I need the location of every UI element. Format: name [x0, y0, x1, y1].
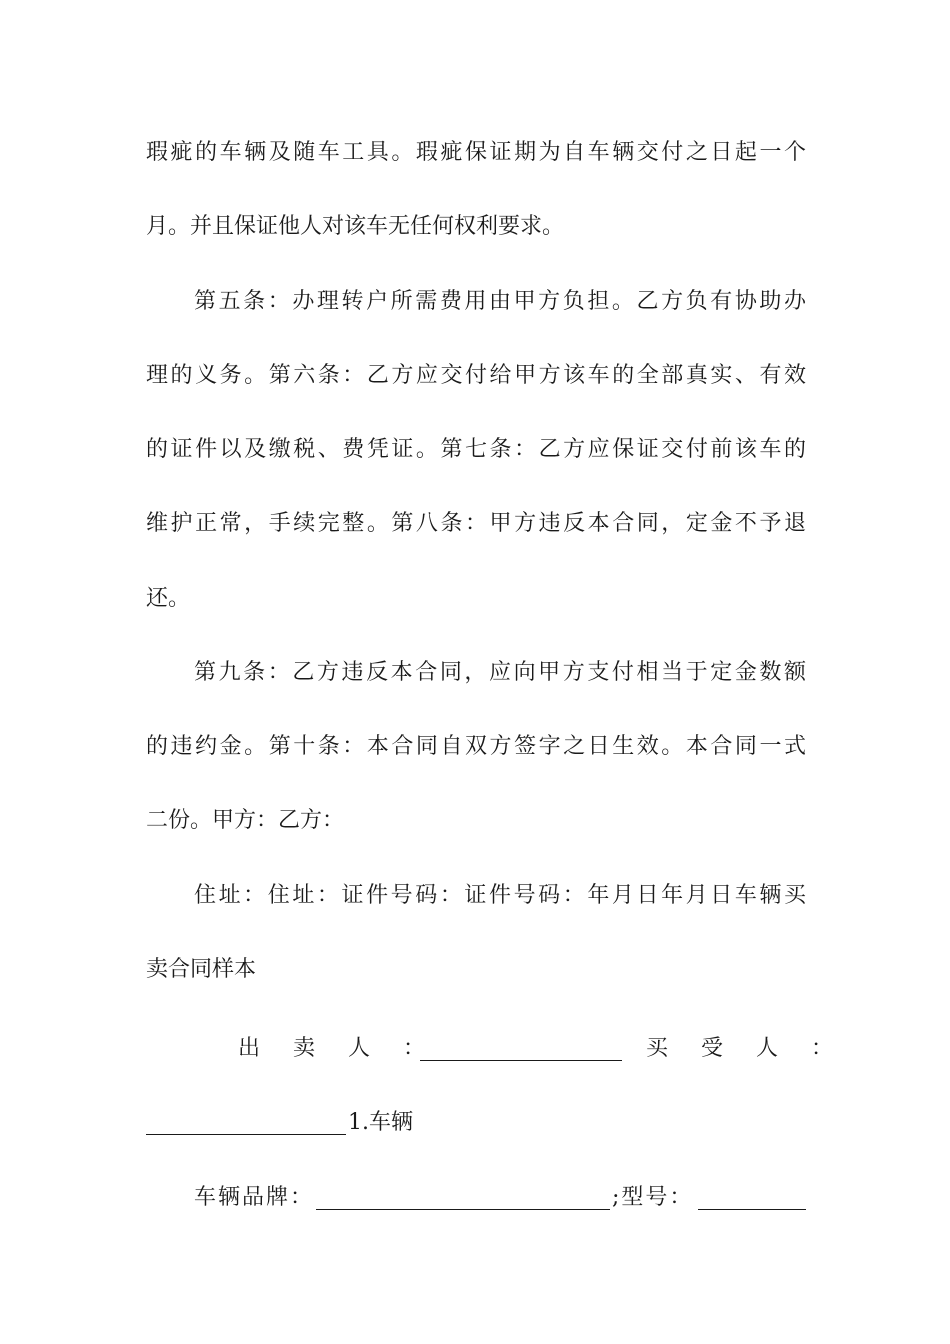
paragraph-line: 住址：住址：证件号码：证件号码：年月日年月日车辆买	[194, 883, 806, 908]
paragraph-line: 的证件以及缴税、费凭证。第七条：乙方应保证交付前该车的	[146, 437, 806, 462]
paragraph-line: 还。	[146, 586, 191, 611]
buyer-vehicle-row	[0, 1108, 950, 1138]
seller-label: 出 卖 人 ：	[238, 1036, 438, 1061]
buyer-name-blank[interactable]	[146, 1112, 346, 1135]
seller-buyer-row	[0, 1034, 950, 1064]
paragraph-line: 卖合同样本	[146, 957, 257, 982]
paragraph-line: 二份。甲方：乙方：	[146, 808, 345, 833]
section-vehicle-heading: 1.车辆	[348, 1110, 413, 1135]
paragraph-line: 理的义务。第六条：乙方应交付给甲方该车的全部真实、有效	[146, 363, 806, 388]
paragraph-line: 的违约金。第十条：本合同自双方签字之日生效。本合同一式	[146, 734, 806, 759]
paragraph-line: 第五条：办理转户所需费用由甲方负担。乙方负有协助办	[194, 289, 806, 314]
paragraph-line: 第九条：乙方违反本合同，应向甲方支付相当于定金数额	[194, 660, 806, 685]
seller-name-blank[interactable]	[420, 1038, 622, 1061]
paragraph-line: 月。并且保证他人对该车无任何权利要求。	[146, 214, 565, 239]
brand-model-row	[0, 1183, 950, 1213]
paragraph-line: 维护正常，手续完整。第八条：甲方违反本合同，定金不予退	[146, 511, 806, 536]
brand-blank[interactable]	[316, 1187, 610, 1210]
paragraph-line: 瑕疵的车辆及随车工具。瑕疵保证期为自车辆交付之日起一个	[146, 140, 806, 165]
brand-label: 车辆品牌：	[194, 1185, 315, 1210]
model-blank[interactable]	[698, 1187, 806, 1210]
buyer-label: 买 受 人 ：	[646, 1036, 846, 1061]
model-label: ;型号：	[612, 1185, 694, 1210]
